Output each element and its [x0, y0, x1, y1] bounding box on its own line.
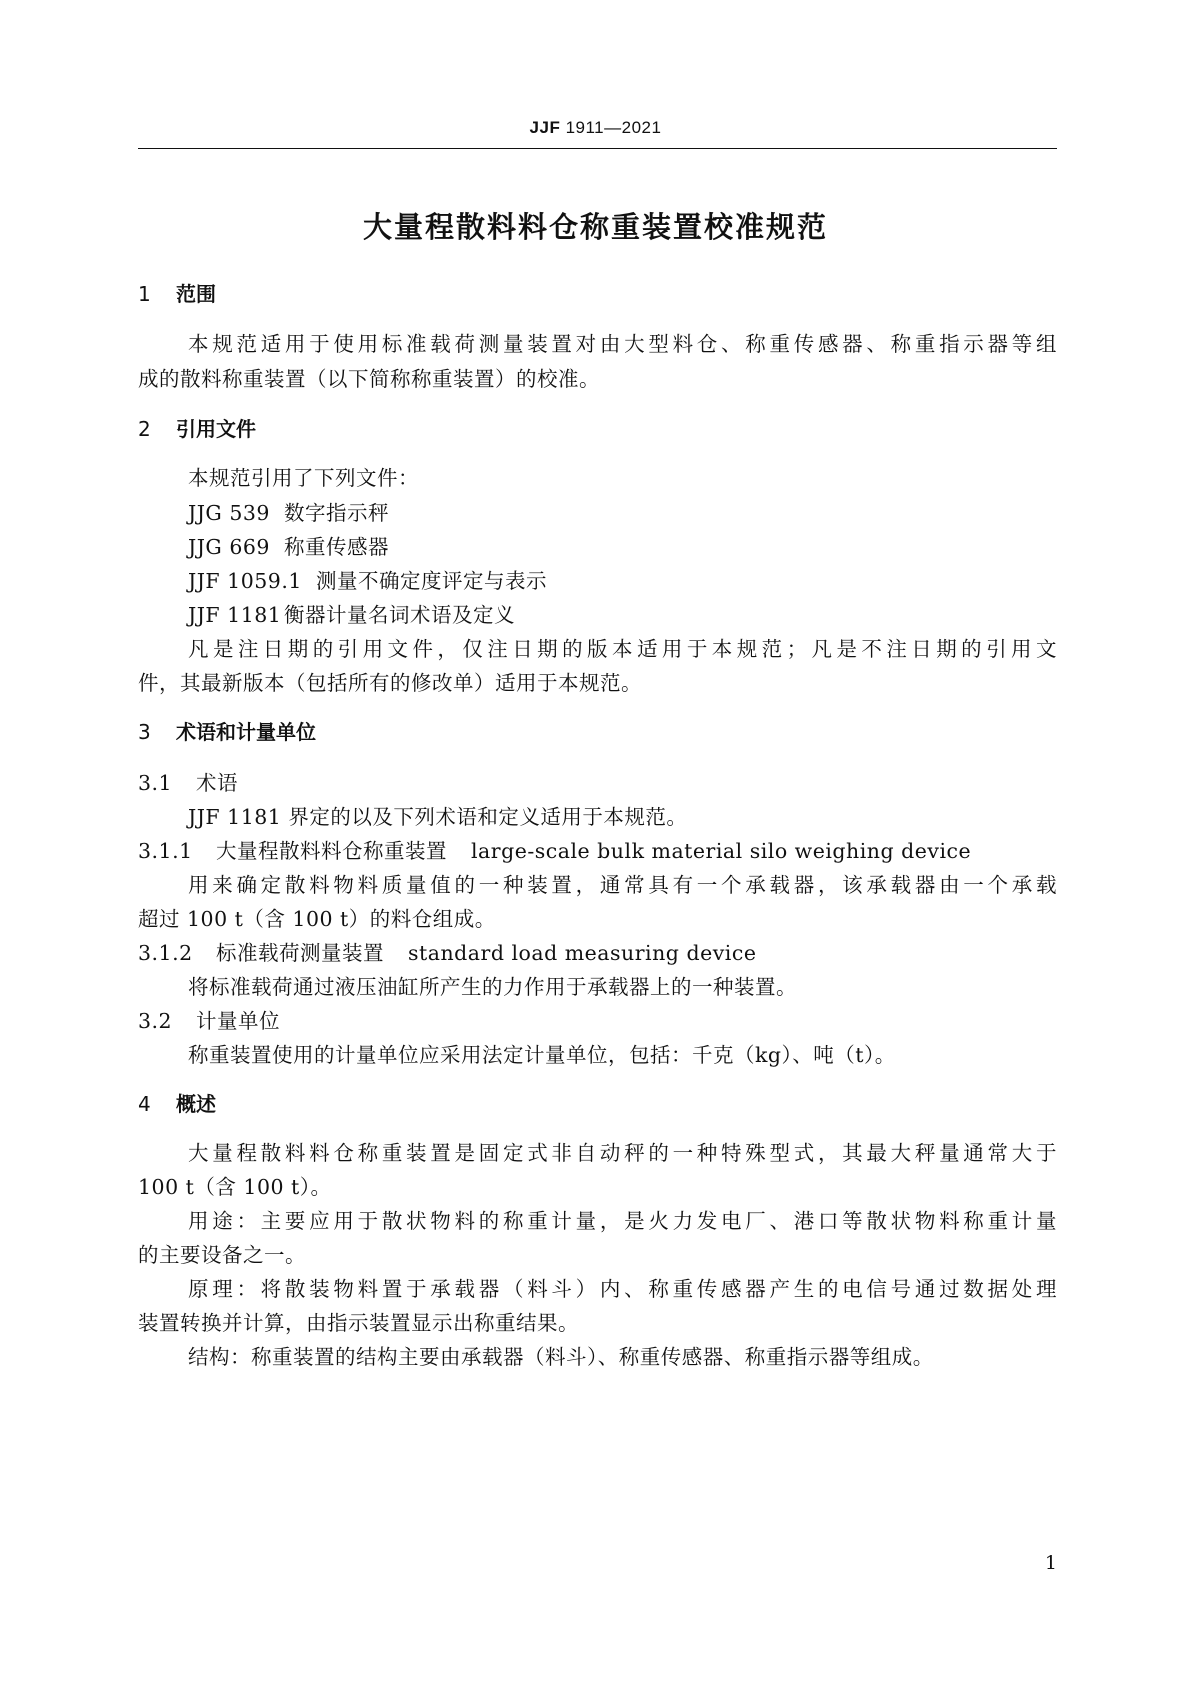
- section-number: 4: [138, 1092, 151, 1116]
- subsection-title: 术语: [196, 771, 238, 795]
- reference-code: JJF 1059.1: [188, 569, 302, 593]
- reference-code: JJF 1181: [188, 603, 282, 627]
- section-3-heading: [138, 716, 316, 745]
- paragraph-line: 将标准载荷通过液压油缸所产生的力作用于承载器上的一种装置。: [188, 975, 797, 999]
- section-4-heading: [138, 1088, 216, 1117]
- term-number: 3.1.1: [138, 839, 193, 863]
- document-code-number: 1911—2021: [565, 118, 662, 137]
- reference-code: JJG 539: [188, 501, 270, 525]
- reference-item: [188, 598, 515, 628]
- reference-item: [188, 530, 389, 560]
- section-title: 范围: [176, 282, 216, 306]
- paragraph-line: 装置转换并计算，由指示装置显示出称重结果。: [138, 1311, 579, 1335]
- paragraph-line: 称重装置使用的计量单位应采用法定计量单位，包括：千克（kg）、吨（t）。: [188, 1043, 896, 1067]
- section-number: 3: [138, 720, 151, 744]
- document-code-prefix: JJF: [529, 118, 561, 137]
- section-title: 术语和计量单位: [176, 720, 316, 744]
- reference-name: 数字指示秤: [284, 501, 389, 525]
- subsection-3-1-heading: [138, 766, 238, 796]
- term-number: 3.1.2: [138, 941, 193, 965]
- paragraph-line: 的主要设备之一。: [138, 1243, 306, 1267]
- reference-code: JJG 669: [188, 535, 270, 559]
- reference-item: [188, 564, 547, 594]
- paragraph-line: 凡是注日期的引用文件，仅注日期的版本适用于本规范；凡是不注日期的引用文: [188, 637, 1057, 661]
- section-number: 1: [138, 282, 151, 306]
- document-code: [0, 118, 1191, 138]
- reference-name: 测量不确定度评定与表示: [316, 569, 547, 593]
- paragraph-line: 超过 100 t（含 100 t）的料仓组成。: [138, 907, 496, 931]
- paragraph-line: 结构：称重装置的结构主要由承载器（料斗）、称重传感器、称重指示器等组成。: [188, 1345, 934, 1369]
- subsection-3-2-heading: [138, 1004, 280, 1034]
- paragraph-line: 用来确定散料物料质量值的一种装置，通常具有一个承载器，该承载器由一个承载: [188, 873, 1057, 897]
- section-1-heading: [138, 278, 216, 307]
- paragraph-line: 大量程散料料仓称重装置是固定式非自动秤的一种特殊型式，其最大秤量通常大于: [188, 1141, 1057, 1165]
- subsection-title: 计量单位: [196, 1009, 280, 1033]
- subsection-number: 3.2: [138, 1009, 173, 1033]
- paragraph-line: JJF 1181 界定的以及下列术语和定义适用于本规范。: [188, 805, 688, 829]
- paragraph-line: 用途：主要应用于散状物料的称重计量，是火力发电厂、港口等散状物料称重计量: [188, 1209, 1057, 1233]
- section-number: 2: [138, 417, 151, 441]
- paragraph-line: 原理：将散装物料置于承载器（料斗）内、称重传感器产生的电信号通过数据处理: [188, 1277, 1057, 1301]
- document-title: 大量程散料料仓称重装置校准规范: [362, 210, 828, 244]
- term-title: 标准载荷测量装置: [216, 941, 384, 965]
- term-3-1-1-heading: [138, 834, 971, 864]
- section-2-heading: [138, 413, 256, 442]
- paragraph-line: 本规范引用了下列文件：: [188, 466, 419, 490]
- reference-name: 衡器计量名词术语及定义: [284, 603, 515, 627]
- reference-name: 称重传感器: [284, 535, 389, 559]
- reference-item: [188, 496, 389, 526]
- paragraph-line: 件，其最新版本（包括所有的修改单）适用于本规范。: [138, 671, 642, 695]
- term-3-1-2-heading: [138, 936, 756, 966]
- term-title: 大量程散料料仓称重装置: [216, 839, 447, 863]
- term-english: large-scale bulk material silo weighing device: [471, 839, 972, 863]
- page-number: 1: [1044, 1552, 1057, 1574]
- paragraph-line: 成的散料称重装置（以下简称称重装置）的校准。: [138, 367, 600, 391]
- section-title: 引用文件: [176, 417, 256, 441]
- term-english: standard load measuring device: [408, 941, 757, 965]
- header-rule: [138, 148, 1057, 149]
- paragraph-line: 本规范适用于使用标准载荷测量装置对由大型料仓、称重传感器、称重指示器等组: [188, 332, 1057, 356]
- section-title: 概述: [176, 1092, 216, 1116]
- subsection-number: 3.1: [138, 771, 173, 795]
- paragraph-line: 100 t（含 100 t）。: [138, 1175, 332, 1199]
